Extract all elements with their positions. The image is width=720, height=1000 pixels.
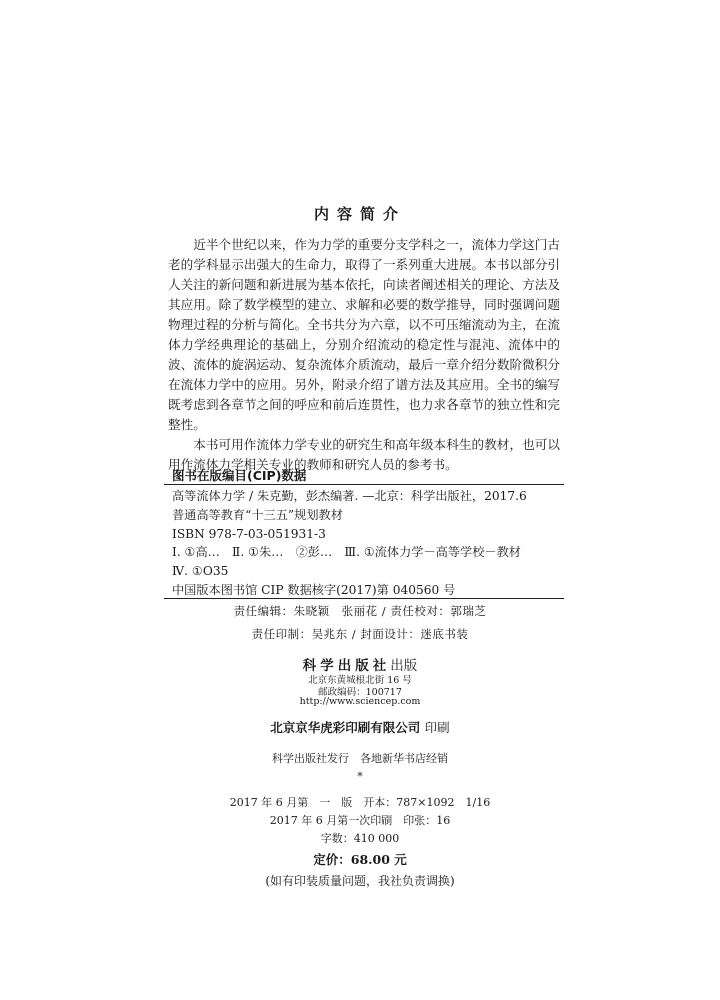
cip-classification-1: Ⅰ. ①高… Ⅱ. ①朱… ②彭… Ⅲ. ①流体力学－高等学校－教材 bbox=[172, 545, 521, 559]
cip-title: 图书在版编目(CIP)数据 bbox=[172, 468, 307, 483]
printer-suffix: 印刷 bbox=[424, 720, 450, 735]
edition-line-1: 2017 年 6 月第 一 版 开本：787×1092 1/16 bbox=[229, 796, 491, 809]
printer-line bbox=[0, 718, 720, 736]
summary-body bbox=[168, 235, 560, 475]
cip-bottom-rule bbox=[164, 598, 564, 599]
cip-top-rule bbox=[164, 484, 564, 485]
publisher-name bbox=[0, 654, 720, 674]
cip-classification-block bbox=[172, 543, 564, 600]
quality-notice: (如有印装质量问题，我社负责调换) bbox=[265, 874, 455, 888]
cip-line-isbn: ISBN 978-7-03-051931-3 bbox=[172, 527, 326, 541]
publisher-suffix: 出版 bbox=[390, 658, 418, 674]
printer-name: 北京京华虎彩印刷有限公司 bbox=[270, 720, 421, 735]
summary-title: 内容简介 bbox=[313, 205, 406, 223]
publisher-address: 北京东黄城根北街 16 号 bbox=[308, 675, 412, 686]
price: 定价：68.00 元 bbox=[313, 852, 407, 867]
cip-line-series: 普通高等教育“十三五”规划教材 bbox=[172, 508, 343, 522]
separator-star: * bbox=[357, 770, 363, 783]
cip-record-number: 中国版本图书馆 CIP 数据核字(2017)第 040560 号 bbox=[172, 583, 456, 597]
summary-paragraph-1: 近半个世纪以来，作为力学的重要分支学科之一，流体力学这门古老的学科显示出强大的生命力，取得了一系列重大进展。本书以部分引人关注的新问题和新进展为基本依托，向读者阐述相关的理论、方法及其应用。除了数学模型的建立、求解和必要的数学推导，同时强调问题物理过程的分析与简化。全书共分为六章，以不可压缩流动为主，在流体力学经典理论的基础上，分别介绍流动的稳定性与混沌、流体中的波、流体的旋涡运动、复杂流体介质流动，最后一章介绍分数阶微积分在流体力学中的应用。另外，附录介绍了谱方法及其应用。全书的编写既考虑到各章节之间的呼应和前后连贯性，也力求各章节的独立性和完整性。 bbox=[168, 237, 560, 432]
publisher-name-text: 科学出版社 bbox=[302, 658, 391, 674]
cip-line-title: 高等流体力学 / 朱克勤，彭杰编著. —北京：科学出版社，2017.6 bbox=[172, 489, 527, 503]
edition-line-3: 字数：410 000 bbox=[320, 832, 400, 845]
publisher-postcode: 邮政编码：100717 bbox=[318, 687, 402, 698]
edition-line-2: 2017 年 6 月第一次印刷 印张：16 bbox=[269, 814, 451, 827]
editor-credits: 责任编辑：朱晓颖 张丽花 / 责任校对：郭瑞芝 bbox=[233, 604, 487, 618]
cip-record-block bbox=[172, 487, 564, 544]
cip-classification-2: Ⅳ. ①O35 bbox=[172, 564, 229, 578]
publisher-url: http://www.sciencep.com bbox=[299, 696, 421, 707]
distribution-line: 科学出版社发行 各地新华书店经销 bbox=[272, 752, 448, 765]
summary-paragraph-2: 本书可用作流体力学专业的研究生和高年级本科生的教材，也可以用作流体力学相关专业的教师和研究人员的参考书。 bbox=[168, 437, 560, 472]
production-credits: 责任印制：吴兆东 / 封面设计：迷底书装 bbox=[251, 627, 469, 641]
